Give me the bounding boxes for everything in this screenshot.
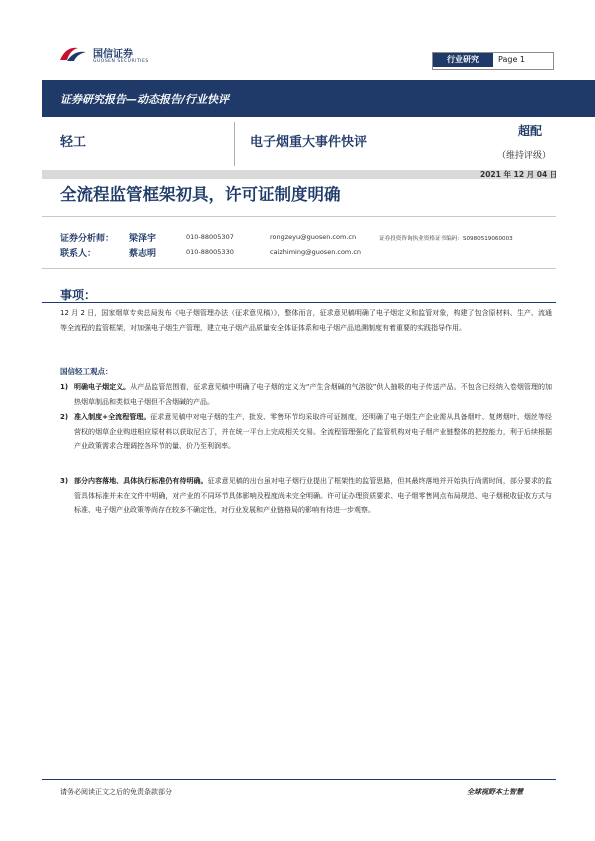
list-item: [60, 380, 552, 409]
page-title: 全流程监管框架初具，许可证制度明确: [60, 185, 341, 204]
analyst-email[interactable]: rongzeyu@guosen.com.cn: [270, 233, 357, 241]
divider: [42, 268, 556, 269]
report-date: 2021 年 12 月 04 日: [480, 170, 558, 179]
footer-divider: [42, 779, 556, 780]
footer-slogan: 全球视野本土智慧: [467, 788, 523, 796]
divider: [42, 216, 556, 217]
analyst-phone: 010-88005307: [186, 233, 234, 241]
rating-badge: 超配: [518, 124, 543, 138]
list-item: [60, 474, 552, 518]
item-number: 2): [60, 413, 69, 421]
contact-role: 联系人：: [60, 249, 97, 259]
item-text: 从产品监管范围看，征求意见稿中明确了电子烟的定义为“产生含烟碱的气溶胶”供人抽吸的电子传送产品。不包含已经纳入卷烟管理的加热烟草制品和类似电子烟但不含烟碱的产品。: [74, 383, 553, 406]
list-item: [60, 410, 552, 454]
report-title: 电子烟重大事件快评: [250, 135, 368, 150]
views-title: 国信轻工观点：: [60, 367, 113, 376]
item-body: [74, 410, 552, 454]
report-category: 证券研究报告—动态报告/行业快评: [60, 93, 230, 106]
contact-email[interactable]: caizhiming@guosen.com.cn: [270, 248, 362, 256]
item-body: [74, 474, 552, 518]
event-body: 12 月 2 日，国家烟草专卖总局发布《电子烟管理办法（征求意见稿）》，整体而言，征求意见稿明确了电子烟定义和监管对象，构建了包含原材料、生产、流通等全流程的监管框架，对加强电子烟生产管理，建立电子烟产品质量安全体证体系和电子烟产品追溯制度有着重要的实践指导作用。: [60, 309, 552, 332]
item-lead: 准入制度+全流程管理。: [74, 413, 151, 421]
event-title: 事项：: [60, 288, 97, 302]
item-lead: 部分内容落地、具体执行标准仍有待明确。: [74, 477, 208, 485]
date-bar: [42, 170, 556, 179]
item-number: 1): [60, 383, 69, 391]
logo-name-en: GUOSEN SECURITIES: [93, 59, 149, 64]
contact-name: 蔡志明: [129, 249, 157, 259]
item-body: [74, 380, 552, 409]
rating-note: （维持评级）: [497, 151, 552, 161]
doc-type-tag: 行业研究: [433, 53, 493, 67]
page-number: Page 1: [498, 55, 525, 64]
item-lead: 明确电子烟定义。: [74, 383, 131, 391]
guosen-logo-icon: [58, 44, 88, 64]
sector-label: 轻工: [60, 135, 87, 150]
logo-name-cn: 国信证券: [93, 49, 133, 60]
analyst-role: 证券分析师：: [60, 234, 115, 244]
meta-divider: [234, 122, 235, 166]
item-number: 3): [60, 477, 69, 485]
contact-phone: 010-88005330: [186, 248, 234, 256]
analyst-cert: 证券投资咨询执业资格证书编码：S0980519060003: [379, 236, 513, 242]
disclaimer-note: 请务必阅读正文之后的免责条款部分: [60, 788, 172, 796]
section-divider: [42, 302, 556, 303]
analyst-name: 梁泽宇: [129, 234, 157, 244]
item-text: 征求意见稿中对电子烟的生产、批发、零售环节均采取许可证制度，还明确了电子烟生产企业需从具备烟叶、复烤烟叶、烟丝等经营权的烟草企业购进相应原材料以获取尼古丁，并在统一平台上完成相关交易。全流程管理强化了监管机构对电子烟产业链整体的把控能力，利于后续根据产业政策需求合理调控各环节的量、价乃至利润率。: [74, 413, 553, 450]
item-text: 征求意见稿的出台虽对电子烟行业提出了框架性的监管思路，但其最终落地并开始执行尚需时间，部分要求的监管具体标准并未在文件中明确，对产业的不同环节具体影响及程度尚未完全明确。许可证办理资质要求、电子烟零售网点布局规范、电子烟税收征收方式与标准、电子烟产业政策等尚存在较多不确定性，对行业发展和产业链格局的影响有待进一步观察。: [74, 477, 553, 514]
